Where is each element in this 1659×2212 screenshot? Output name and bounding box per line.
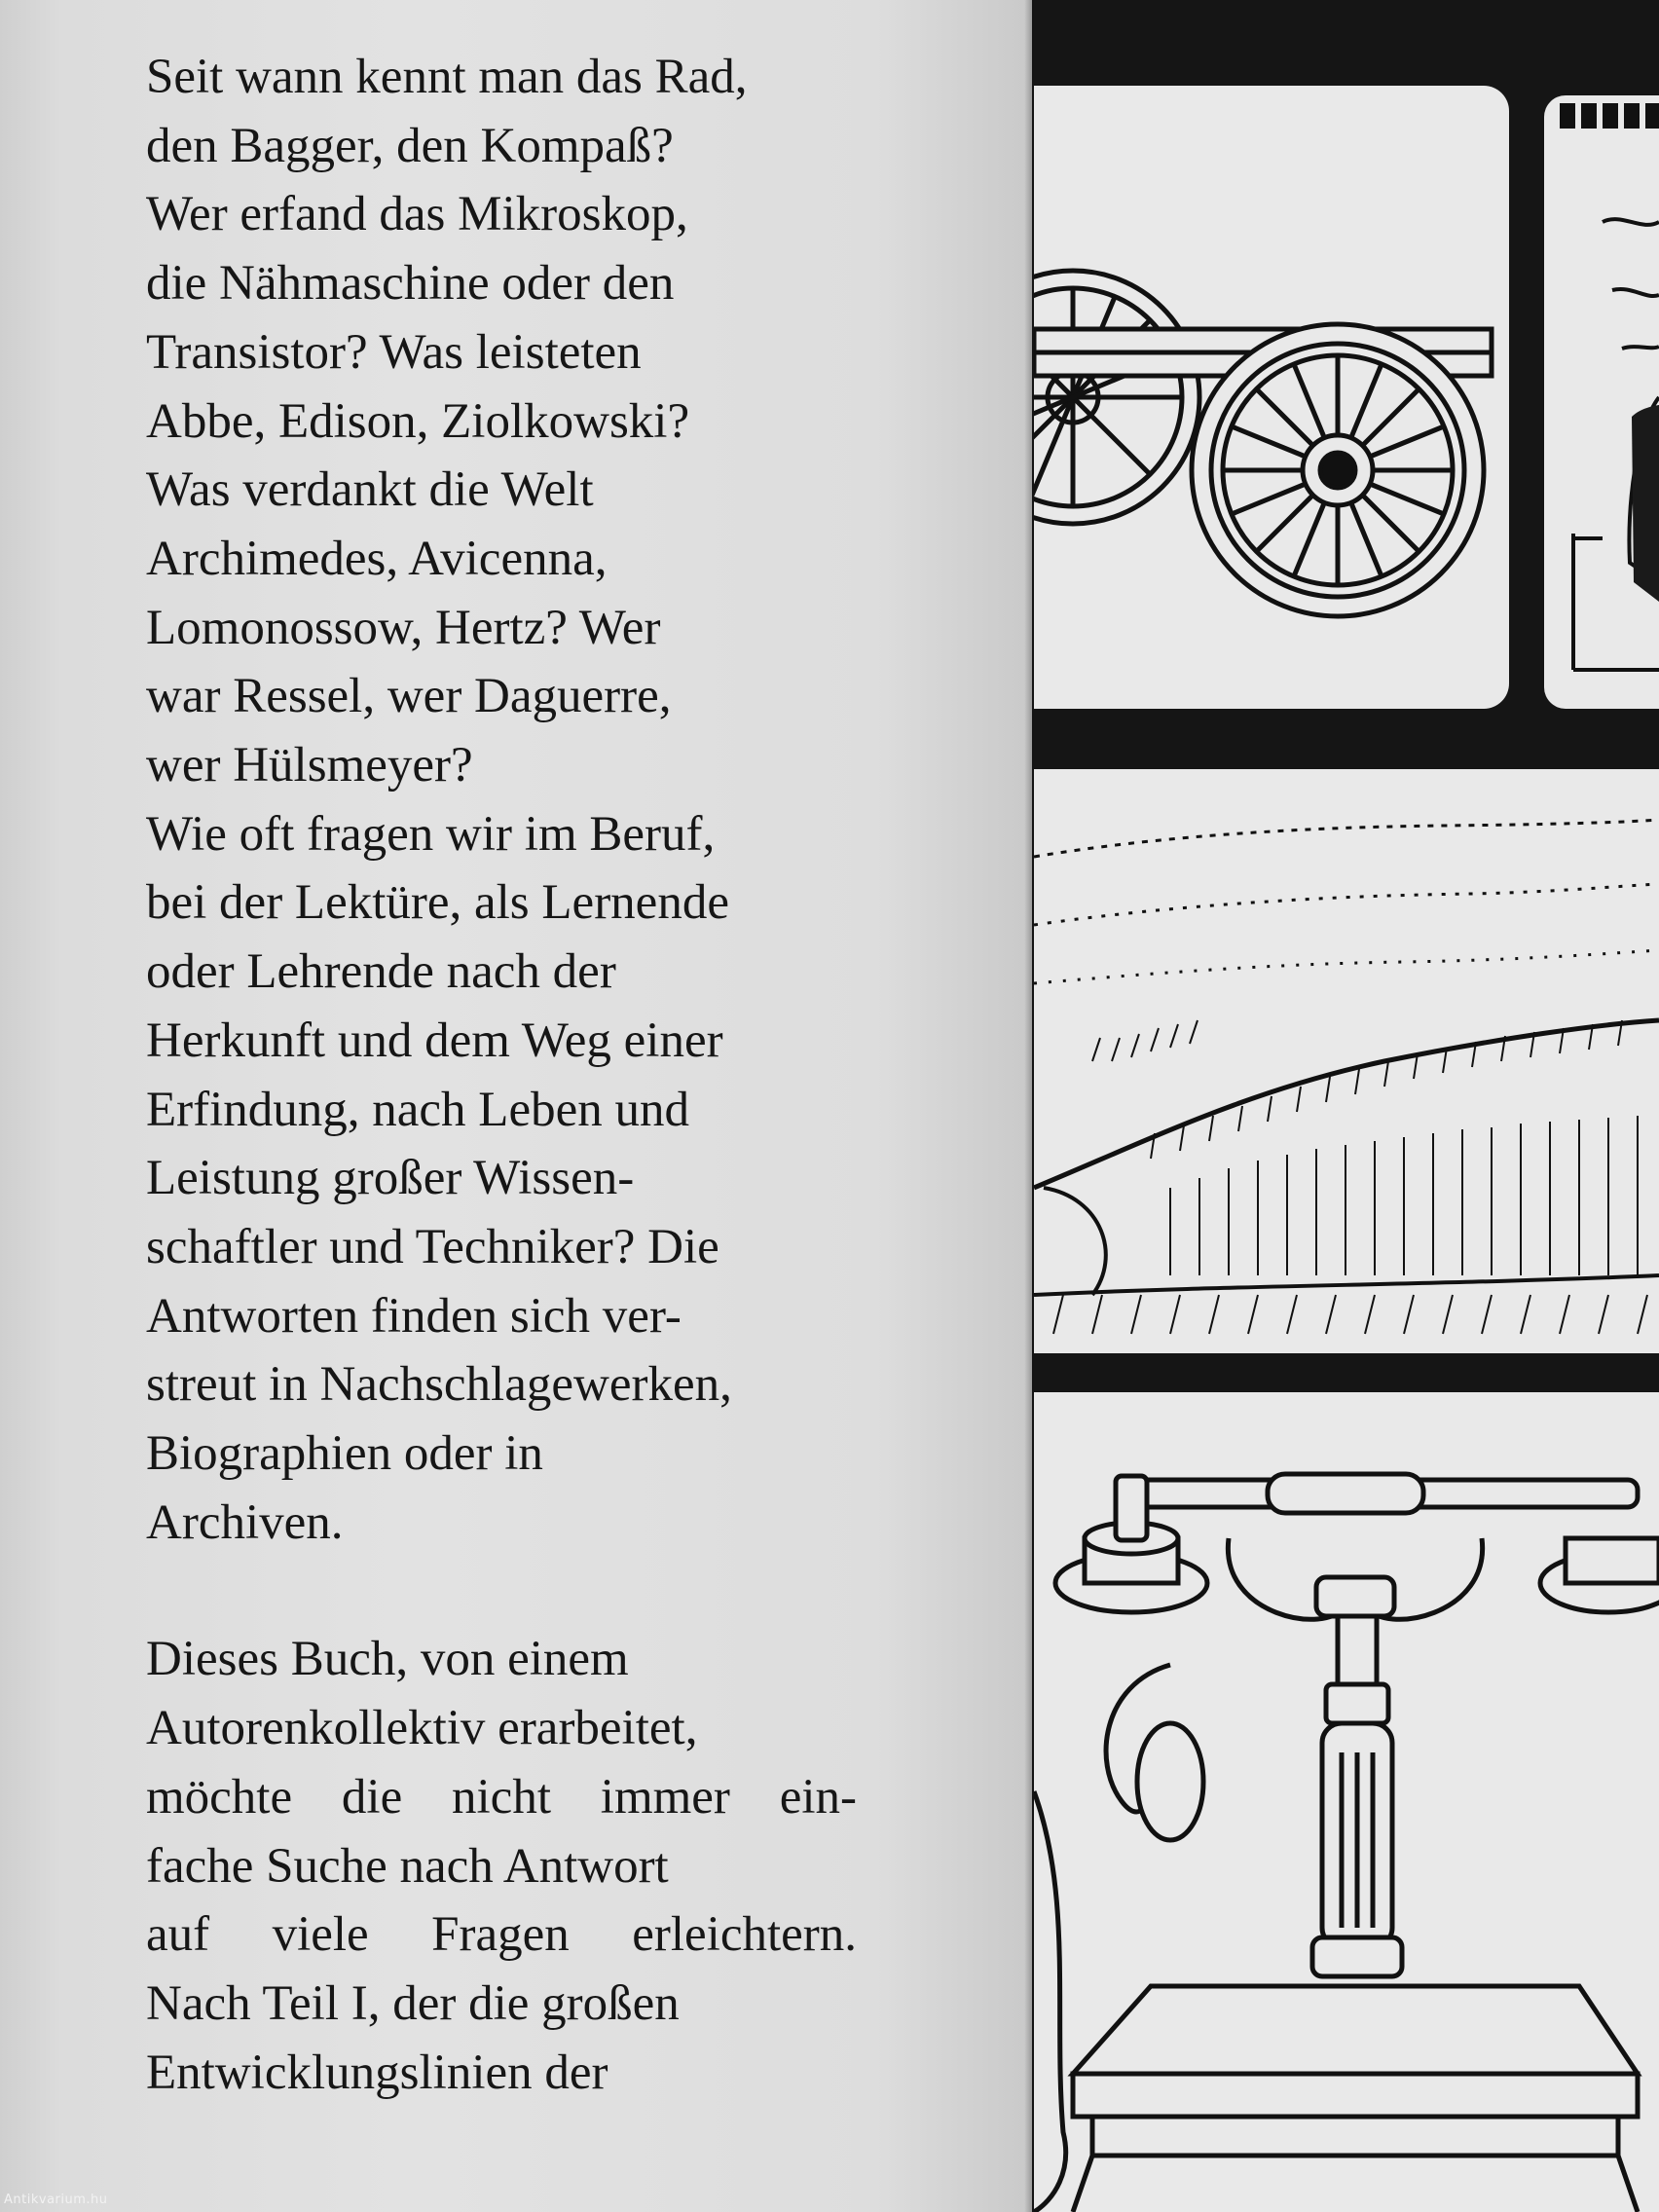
seated-figure-illustration <box>1544 95 1659 709</box>
text-line: Transistor? Was leisteten <box>146 324 642 380</box>
paragraph-1 <box>146 43 857 1557</box>
text-line: Erfindung, nach Leben und <box>146 1082 689 1137</box>
text-line: Lomonossow, Hertz? Wer <box>146 600 661 655</box>
text-line: auf viele Fragen erleichtern. <box>146 1907 857 1963</box>
seated-figure-icon <box>1544 95 1659 709</box>
text-line: bei der Lektüre, als Lernende <box>146 875 729 931</box>
text-line: Dieses Buch, von einem <box>146 1632 629 1687</box>
text-line: Archimedes, Avicenna, <box>146 531 608 586</box>
text-line: fache Suche nach Antwort <box>146 1838 669 1894</box>
text-line: möchte die nicht immer ein- <box>146 1769 857 1825</box>
text-line: Entwicklungslinien der <box>146 2045 608 2100</box>
grass-hill-icon <box>1034 769 1659 1353</box>
illustration-page <box>1034 0 1659 2212</box>
text-line: Archiven. <box>146 1494 344 1550</box>
body-text <box>146 43 857 2107</box>
text-line: Leistung großer Wissen- <box>146 1151 635 1206</box>
text-line: die Nähmaschine oder den <box>146 256 675 312</box>
text-line: Was verdankt die Welt <box>146 462 594 518</box>
text-line: Antworten finden sich ver- <box>146 1288 682 1344</box>
cannon-wheel-illustration <box>1034 86 1509 709</box>
watermark: Antikvarium.hu <box>4 2193 108 2207</box>
grass-hill-illustration <box>1034 769 1659 1353</box>
text-line: wer Hülsmeyer? <box>146 738 473 793</box>
antique-telephone-icon <box>1034 1392 1659 2212</box>
text-line: Autorenkollektiv erarbeitet, <box>146 1701 698 1756</box>
text-line: schaftler und Techniker? Die <box>146 1219 719 1274</box>
text-line: oder Lehrende nach der <box>146 944 616 1000</box>
cannon-wheel-icon <box>1034 86 1509 709</box>
text-line: Seit wann kennt man das Rad, <box>146 50 748 104</box>
paragraph-2 <box>146 1625 857 2107</box>
text-line: war Ressel, wer Daguerre, <box>146 669 672 724</box>
antique-telephone-illustration <box>1034 1392 1659 2212</box>
text-line: Herkunft und dem Weg einer <box>146 1013 723 1068</box>
text-line: Abbe, Edison, Ziolkowski? <box>146 393 690 449</box>
text-line: Wer erfand das Mikroskop, <box>146 187 688 242</box>
text-line: Wie oft fragen wir im Beruf, <box>146 806 716 862</box>
text-line: Biographien oder in <box>146 1426 543 1482</box>
text-line: Nach Teil I, der die großen <box>146 1975 680 2031</box>
text-line: den Bagger, den Kompaß? <box>146 118 674 173</box>
text-line: streut in Nachschlagewerken, <box>146 1357 732 1413</box>
